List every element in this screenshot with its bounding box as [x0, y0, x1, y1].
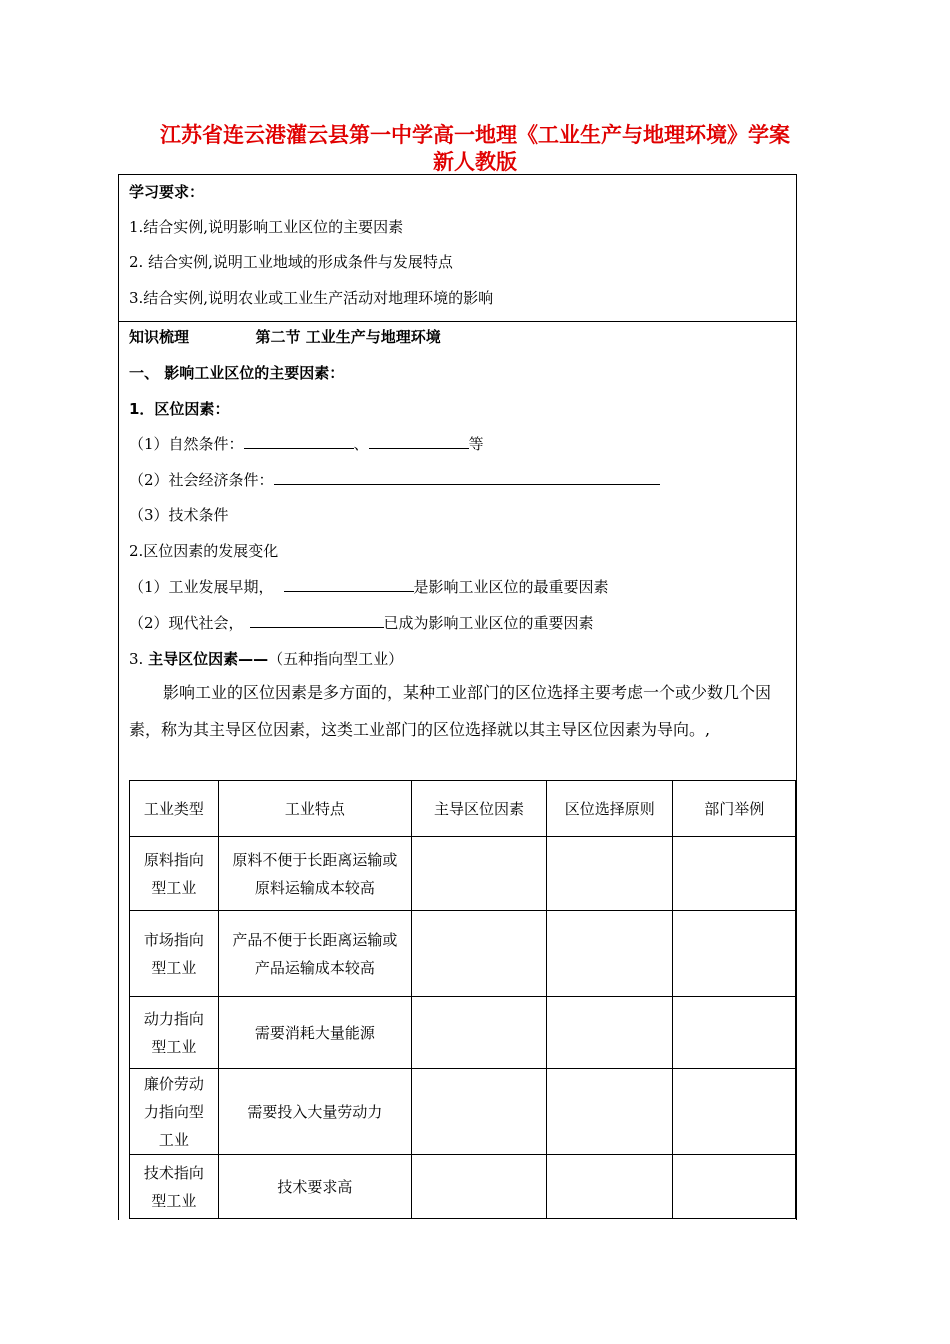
early-industry-suffix: 是影响工业区位的最重要因素 [413, 578, 609, 596]
natural-blank-2[interactable] [369, 434, 469, 449]
requirements-box [118, 174, 797, 322]
answer-cell[interactable] [411, 997, 546, 1069]
industry-feature-cell: 需要投入大量劳动力 [218, 1069, 411, 1155]
answer-cell[interactable] [411, 837, 546, 911]
answer-cell[interactable] [547, 911, 673, 997]
tech-conditions: （3）技术条件 [129, 506, 229, 524]
early-industry-label: （1）工业发展早期， [129, 578, 274, 596]
table-row [130, 1155, 796, 1219]
knowledge-label: 知识梳理 [129, 328, 190, 346]
modern-society-suffix: 已成为影响工业区位的重要因素 [383, 614, 594, 632]
requirement-item-3: 3.结合实例,说明农业或工业生产活动对地理环境的影响 [129, 289, 494, 307]
answer-cell[interactable] [673, 911, 796, 997]
social-conditions-label: （2）社会经济条件： [129, 471, 274, 489]
answer-cell[interactable] [411, 1069, 546, 1155]
header-cell: 工业特点 [218, 781, 411, 837]
industry-feature-cell: 技术要求高 [218, 1155, 411, 1219]
natural-suffix: 等 [468, 435, 484, 453]
dominant-factor-paragraph: 影响工业的区位因素是多方面的，某种工业部门的区位选择主要考虑一个或少数几个因素，称为其主导区位因素，这类工业部门的区位选择就以其主导区位因素为导向。, [129, 683, 772, 739]
header-cell: 部门举例 [673, 781, 796, 837]
header-cell: 区位选择原则 [547, 781, 673, 837]
answer-cell[interactable] [547, 1155, 673, 1219]
requirements-heading: 学习要求： [129, 183, 205, 201]
industry-feature-cell: 需要消耗大量能源 [218, 997, 411, 1069]
modern-society-label: （2）现代社会， [129, 614, 244, 632]
dominant-number: 3. [129, 650, 144, 668]
subheading-dominant-factors [129, 648, 403, 669]
document-title [118, 122, 832, 176]
requirement-item-2: 2. 结合实例,说明工业地域的形成条件与发展特点 [129, 253, 453, 271]
subheading-factor-changes: 2.区位因素的发展变化 [129, 542, 279, 560]
industry-type-cell: 动力指向型工业 [130, 997, 219, 1069]
industry-feature-cell: 产品不便于长距离运输或产品运输成本较高 [218, 911, 411, 997]
table-header-row [130, 781, 796, 837]
modern-blank[interactable] [250, 613, 384, 628]
social-blank[interactable] [274, 470, 660, 485]
answer-cell[interactable] [547, 1069, 673, 1155]
header-cell: 主导区位因素 [411, 781, 546, 837]
requirement-item-1: 1.结合实例,说明影响工业区位的主要因素 [129, 218, 404, 236]
industry-type-cell: 廉价劳动力指向型工业 [130, 1069, 219, 1155]
early-industry-line [129, 576, 609, 597]
answer-cell[interactable] [547, 997, 673, 1069]
answer-cell[interactable] [673, 1069, 796, 1155]
subheading-location-factors: 1．区位因素： [129, 400, 230, 418]
table-row [130, 1069, 796, 1155]
natural-conditions-line [129, 433, 484, 454]
industry-type-cell: 市场指向型工业 [130, 911, 219, 997]
answer-cell[interactable] [411, 911, 546, 997]
natural-conditions-label: （1）自然条件： [129, 435, 244, 453]
natural-blank-1[interactable] [244, 434, 354, 449]
social-conditions-line [129, 469, 660, 490]
section-title: 第二节 工业生产与地理环境 [255, 328, 441, 346]
knowledge-heading [129, 326, 441, 347]
title-line-2: 新人教版 [433, 150, 517, 174]
title-line-1: 江苏省连云港灌云县第一中学高一地理《工业生产与地理环境》学案 [160, 123, 790, 147]
modern-society-line [129, 612, 594, 633]
knowledge-box [118, 321, 797, 1220]
industry-type-cell: 原料指向型工业 [130, 837, 219, 911]
answer-cell[interactable] [673, 997, 796, 1069]
header-cell: 工业类型 [130, 781, 219, 837]
industry-feature-cell: 原料不便于长距离运输或原料运输成本较高 [218, 837, 411, 911]
answer-cell[interactable] [673, 837, 796, 911]
answer-cell[interactable] [411, 1155, 546, 1219]
dominant-factor-label: 主导区位因素—— [148, 650, 269, 668]
table-row [130, 837, 796, 911]
dominant-factor-note: （五种指向型工业） [268, 650, 404, 668]
answer-cell[interactable] [673, 1155, 796, 1219]
natural-separator: 、 [353, 435, 369, 453]
industry-type-cell: 技术指向型工业 [130, 1155, 219, 1219]
answer-cell[interactable] [547, 837, 673, 911]
industry-type-table [129, 780, 796, 1219]
table-row [130, 911, 796, 997]
part-one-heading: 一、 影响工业区位的主要因素： [129, 364, 345, 382]
early-blank[interactable] [284, 577, 414, 592]
table-row [130, 997, 796, 1069]
